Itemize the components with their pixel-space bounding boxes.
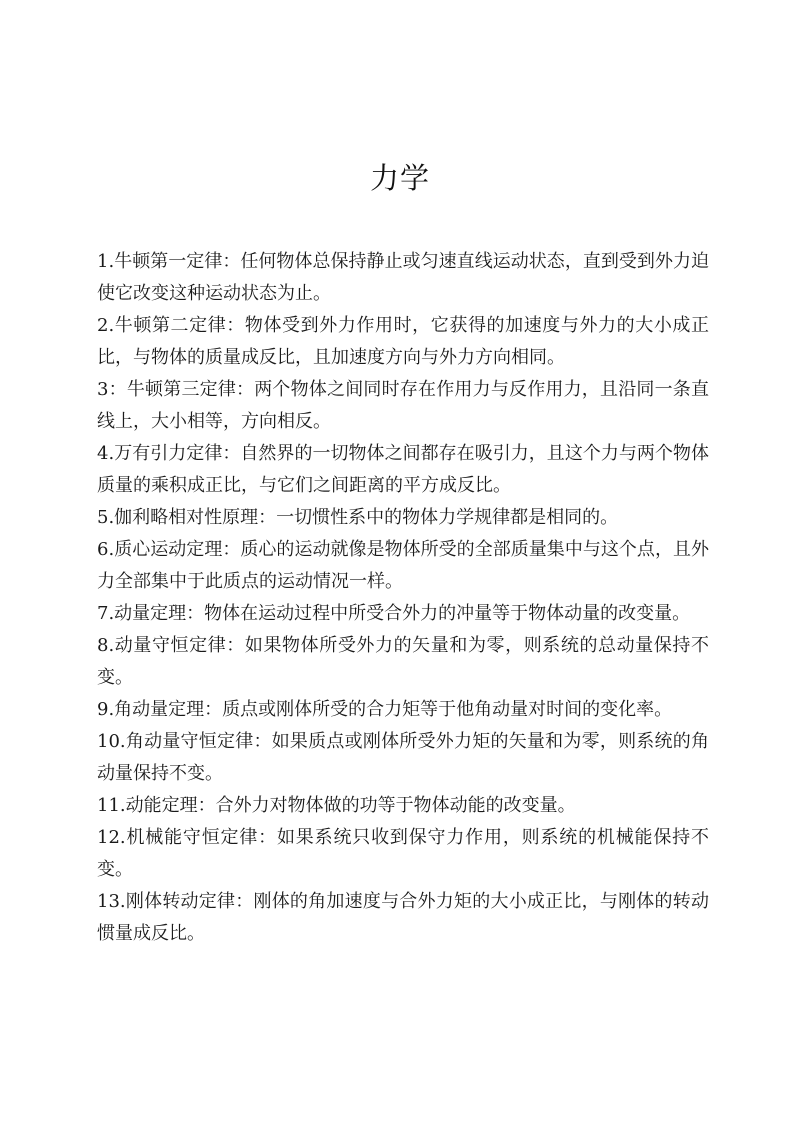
law-item-3: 3：牛顿第三定律：两个物体之间同时存在作用力与反作用力，且沿同一条直线上，大小相等，方向相反。 xyxy=(97,379,709,432)
law-list xyxy=(97,246,709,950)
law-item-5: 5.伽利略相对性原理：一切惯性系中的物体力学规律都是相同的。 xyxy=(97,507,619,528)
law-item-12: 12.机械能守恒定律：如果系统只收到保守力作用，则系统的机械能保持不变。 xyxy=(97,827,709,880)
law-item-4: 4.万有引力定律：自然界的一切物体之间都存在吸引力，且这个力与两个物体质量的乘积成正比，与它们之间距离的平方成反比。 xyxy=(97,443,709,496)
law-item-8: 8.动量守恒定律：如果物体所受外力的矢量和为零，则系统的总动量保持不变。 xyxy=(97,635,709,688)
law-item-13: 13.刚体转动定律：刚体的角加速度与合外力矩的大小成正比，与刚体的转动惯量成反比。 xyxy=(97,891,709,944)
law-item-1: 1.牛顿第一定律：任何物体总保持静止或匀速直线运动状态，直到受到外力迫使它改变这种运动状态为止。 xyxy=(97,251,709,304)
law-item-7: 7.动量定理：物体在运动过程中所受合外力的冲量等于物体动量的改变量。 xyxy=(97,603,691,624)
law-item-11: 11.动能定理：合外力对物体做的功等于物体动能的改变量。 xyxy=(97,795,576,816)
law-item-2: 2.牛顿第二定律：物体受到外力作用时，它获得的加速度与外力的大小成正比，与物体的质量成反比，且加速度方向与外力方向相同。 xyxy=(97,315,709,368)
law-item-6: 6.质心运动定理：质心的运动就像是物体所受的全部质量集中与这个点，且外力全部集中于此质点的运动情况一样。 xyxy=(97,539,709,592)
law-item-10: 10.角动量守恒定律：如果质点或刚体所受外力矩的矢量和为零，则系统的角动量保持不变。 xyxy=(97,731,709,784)
page-title: 力学 xyxy=(369,161,430,195)
law-item-9: 9.角动量定理：质点或刚体所受的合力矩等于他角动量对时间的变化率。 xyxy=(97,699,673,720)
